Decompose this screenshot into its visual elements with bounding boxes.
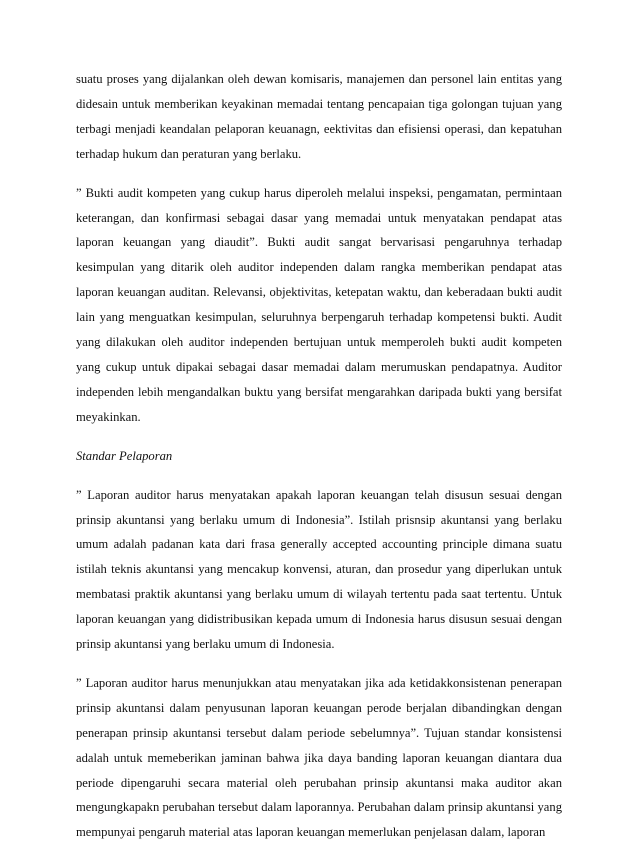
paragraph-gaap-reporting-standard: ” Laporan auditor harus menyatakan apakah laporan keuangan telah disusun sesuai dengan prinsip akuntansi yang berlaku umum di Indonesia”. Istilah prisnsip akuntansi yang berlaku umum adalah padanan kata dari frasa generally accepted accounting principle dimana suatu istilah teknis akuntansi yang mencakup konvensi, aturan, dan prosedur yang diperlukan untuk membatasi praktik akuntansi yang berlaku umum di wilayah tertentu pada saat tertentu. Untuk laporan keuangan yang didistribusikan kepada umum di Indonesia harus disusun sesuai dengan prinsip akuntansi yang berlaku umum di Indonesia. [76, 487, 562, 652]
paragraph-audit-evidence-standard: ” Bukti audit kompeten yang cukup harus diperoleh melalui inspeksi, pengamatan, permintaan keterangan, dan konfirmasi sebagai dasar yang memadai untuk menyatakan pendapat atas laporan keuangan yang diaudit”. Bukti audit sangat bervarisasi pengaruhnya terhadap kesimpulan yang ditarik oleh auditor independen dalam rangka memberikan pendapat atas laporan keuangan auditan. Relevansi, objektivitas, ketepatan waktu, dan keberadaan bukti audit lain yang menguatkan kesimpulan, seluruhnya berpengaruh terhadap kompetensi bukti. Audit yang dilakukan oleh auditor independen bertujuan untuk memperoleh bukti audit kompeten yang cukup untuk dipakai sebagai dasar memadai dalam merumuskan pendapatnya. Auditor independen lebih mengandalkan buktu yang bersifat mengarahkan daripada bukti yang bersifat meyakinkan. [76, 185, 562, 424]
section-heading-standar-pelaporan: Standar Pelaporan [76, 448, 173, 463]
document-body [76, 67, 562, 859]
paragraph-internal-control-definition: suatu proses yang dijalankan oleh dewan komisaris, manajemen dan personel lain entitas yang didesain untuk memberikan keyakinan memadai tentang pencapaian tiga golongan tujuan yang terbagi menjadi keandalan pelaporan keuanagn, eektivitas dan efisiensi operasi, dan kepatuhan terhadap hukum dan peraturan yang berlaku. [76, 72, 562, 161]
paragraph-consistency-standard: ” Laporan auditor harus menunjukkan atau menyatakan jika ada ketidakkonsistenan penerapan prinsip akuntansi dalam penyusunan laporan keuangan perode berjalan dibandingkan dengan penerapan prinsip akuntansi tersebut dalam periode sebelumnya”. Tujuan standar konsistensi adalah untuk memeberikan jaminan bahwa jika daya banding laporan keuangan diantara dua periode dipengaruhi secara material oleh perubahan prinsip akuntansi maka auditor akan mengungkapakn perubahan tersebut dalam laporannya. Perubahan dalam prinsip akuntansi yang mempunyai pengaruh material atas laporan keuangan memerlukan penjelasan dalam, laporan [76, 675, 562, 840]
